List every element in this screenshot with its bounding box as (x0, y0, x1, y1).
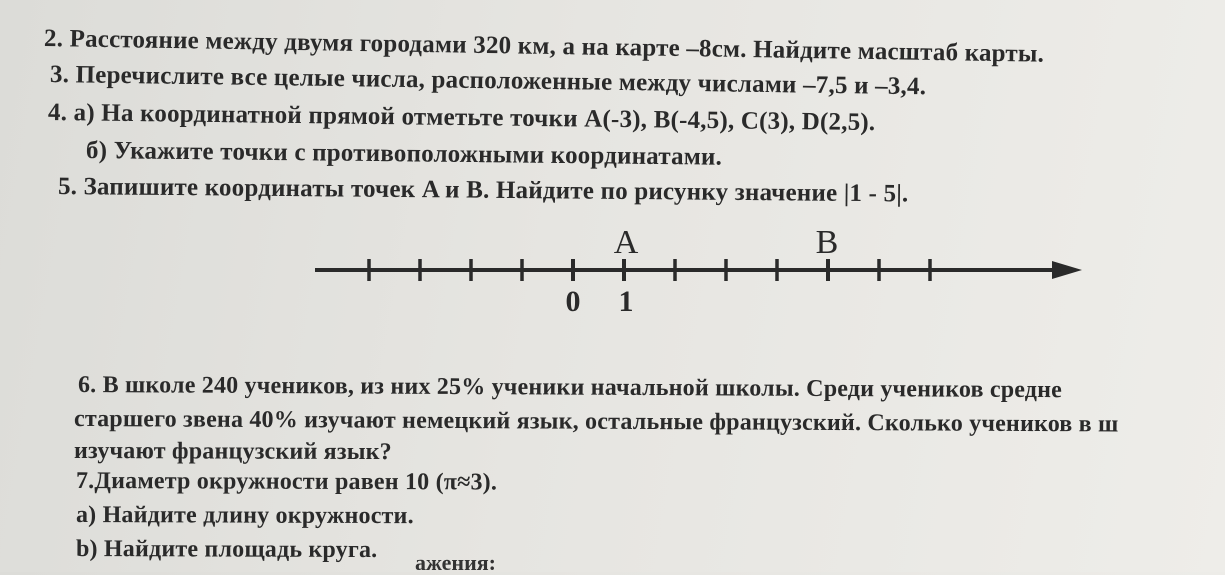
problem-6-line-2: старшего звена 40% изучают немецкий язык, остальные французский. Сколько учеников в ш (73, 406, 1119, 438)
zero-label: 0 (565, 285, 581, 318)
problem-2: 2. Расстояние между двумя городами 320 км, а на карте –8см. Найдите масштаб карты. (43, 25, 1045, 68)
problem-6-line-3: изучают французский язык? (73, 438, 392, 466)
problem-3: 3. Перечислите все целые числа, расположенные между числами –7,5 и –3,4. (49, 61, 927, 101)
problem-4b: б) Укажите точки с противоположными координатами. (85, 137, 723, 171)
problem-6-line-1: 6. В школе 240 учеников, из них 25% ученики начальной школы. Среди учеников средне (77, 372, 1063, 404)
number-line-axis (315, 261, 1082, 279)
axis-arrow-icon (1052, 261, 1082, 279)
problem-7b: b) Найдите площадь круга. (75, 536, 378, 564)
point-b-label: B (815, 224, 839, 261)
one-label: 1 (618, 285, 634, 318)
cut-off-text (415, 550, 505, 575)
point-a-label: A (613, 224, 639, 261)
cut-off-text-content: ажения: (415, 550, 497, 575)
problem-4a: 4. а) На координатной прямой отметьте точки A(-3), B(-4,5), C(3), D(2,5). (47, 99, 876, 137)
problem-5: 5. Запишите координаты точек A и B. Найдите по рисунку значение |1 - 5|. (57, 173, 909, 208)
problem-7: 7.Диаметр окружности равен 10 (π≈3). (75, 468, 498, 496)
problem-7a: а) Найдите длину окружности. (75, 502, 414, 530)
